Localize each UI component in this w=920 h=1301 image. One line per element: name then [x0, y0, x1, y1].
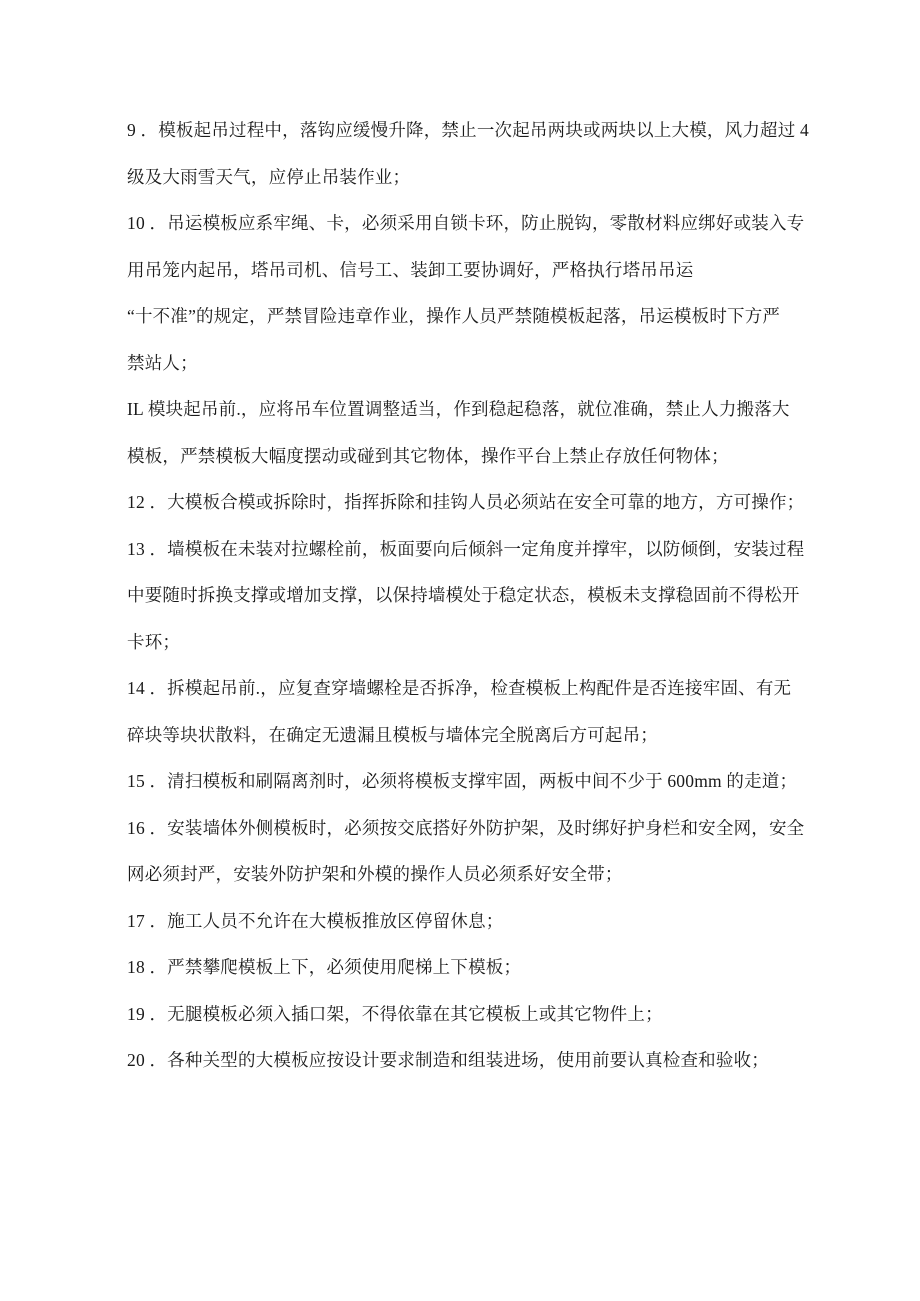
text-line: 碎块等块状散料，在确定无遗漏且模板与墙体完全脱离后方可起吊；: [127, 724, 658, 745]
text-line: 14 ．拆模起吊前.，应复查穿墙螺栓是否拆净，检查模板上构配件是否连接牢固、有无: [127, 678, 792, 698]
text-line: 17 ．施工人员不允许在大模板推放区停留休息；: [127, 910, 504, 931]
text-line: 16 ．安装墙体外侧模板时，必须按交底搭好外防护架，及时绑好护身栏和安全网，安全: [127, 817, 805, 838]
text-line: 12 ．大模板合模或拆除时，指挥拆除和挂钩人员必须站在安全可靠的地方，方可操作；: [127, 492, 805, 512]
text-line: 卡环；: [127, 631, 181, 652]
text-line: 19 ．无腿模板必须入插口架，不得依靠在其它模板上或其它物件上；: [127, 1003, 663, 1024]
text-line: 10 ．吊运模板应系牢绳、卡，必须采用自锁卡环，防止脱钩，零散材料应绑好或装入专: [127, 213, 805, 233]
text-line: 中要随时拆换支撑或增加支撑，以保持墙模处于稳定状态，模板未支撑稳固前不得松开: [127, 585, 800, 605]
text-line: 级及大雨雪天气，应停止吊装作业；: [127, 166, 411, 187]
text-line: 9 ．模板起吊过程中，落钩应缓慢升降，禁止一次起吊两块或两块以上大模，风力超过 4: [127, 120, 809, 140]
text-line: 禁站人；: [127, 352, 198, 373]
text-line: “十不准”的规定，严禁冒险违章作业，操作人员严禁随模板起落，吊运模板时下方严: [127, 306, 781, 326]
text-line: IL 模块起吊前.，应将吊车位置调整适当，作到稳起稳落，就位准确，禁止人力搬落大: [127, 399, 790, 419]
text-line: 20 ．各种关型的大模板应按设计要求制造和组装进场，使用前要认真检查和验收；: [127, 1050, 769, 1070]
text-line: 用吊笼内起吊，塔吊司机、信号工、装卸工要协调好，严格执行塔吊吊运: [127, 259, 694, 280]
text-line: 18 ．严禁攀爬模板上下，必须使用爬梯上下模板；: [127, 957, 522, 977]
text-line: 13 ．墙模板在未装对拉螺栓前，板面要向后倾斜一定角度并撑牢，以防倾倒，安装过程: [127, 538, 805, 559]
text-line: 模板，严禁模板大幅度摆动或碰到其它物体，操作平台上禁止存放任何物体；: [127, 445, 729, 466]
text-line: 15 ．清扫模板和刷隔离剂时，必须将模板支撑牢固，两板中间不少于 600mm 的走道；: [127, 771, 798, 791]
text-line: 网必须封严，安装外防护架和外模的操作人员必须系好安全带；: [127, 864, 623, 884]
document-body: [127, 107, 809, 1084]
